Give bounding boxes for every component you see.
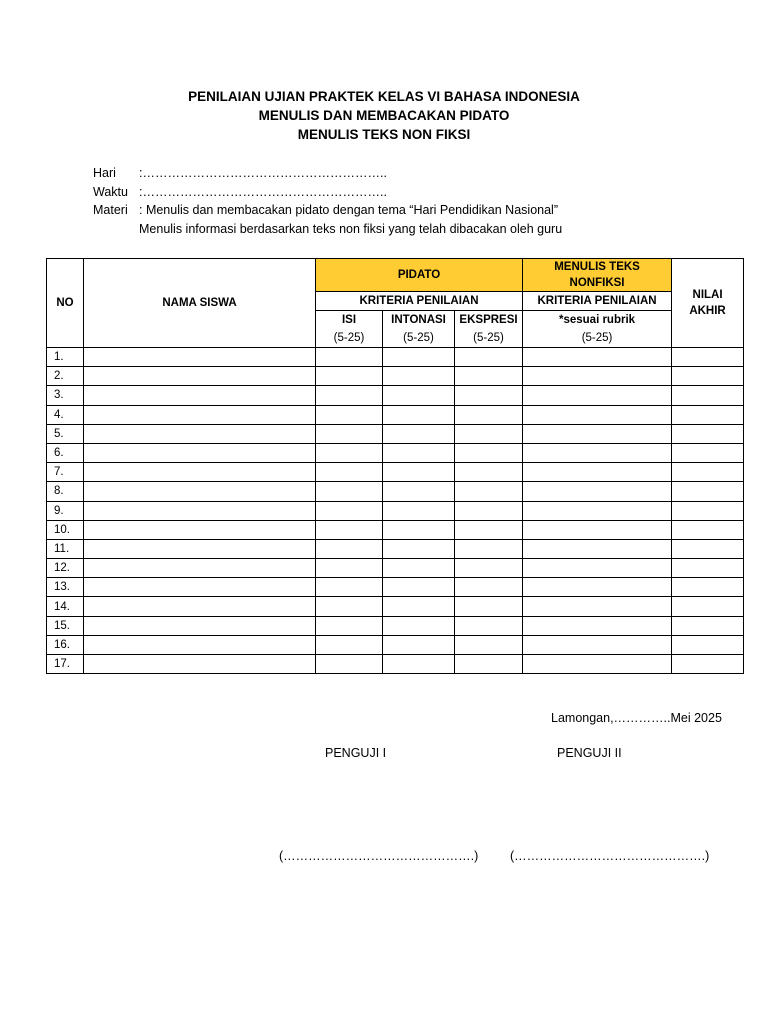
isi-cell[interactable]: [316, 348, 383, 367]
penguji-2-label: PENGUJI II: [557, 746, 622, 760]
menulis-cell[interactable]: [523, 655, 672, 674]
intonasi-cell[interactable]: [383, 559, 455, 578]
menulis-teks-header-text: MENULIS TEKS NONFIKSI: [554, 261, 640, 289]
nilai-akhir-header-text: NILAI AKHIR: [689, 289, 726, 317]
nilai-cell[interactable]: [672, 520, 744, 539]
menulis-cell[interactable]: [523, 501, 672, 520]
nilai-cell[interactable]: [672, 578, 744, 597]
ekspresi-cell[interactable]: [455, 616, 523, 635]
intonasi-label: INTONASI: [391, 314, 446, 326]
nilai-cell[interactable]: [672, 443, 744, 462]
isi-cell[interactable]: [316, 367, 383, 386]
no-cell: 7.: [47, 463, 84, 482]
intonasi-cell[interactable]: [383, 348, 455, 367]
intonasi-cell[interactable]: [383, 405, 455, 424]
info-row-materi: [93, 201, 562, 220]
nama-cell[interactable]: [84, 520, 316, 539]
penguji-1-label: PENGUJI I: [325, 746, 387, 760]
intonasi-cell[interactable]: [383, 367, 455, 386]
intonasi-cell[interactable]: [383, 424, 455, 443]
table-row: [47, 424, 744, 443]
table-row: [47, 367, 744, 386]
isi-cell[interactable]: [316, 635, 383, 654]
table-row: [47, 597, 744, 616]
ekspresi-cell[interactable]: [455, 578, 523, 597]
exam-info: [93, 164, 562, 238]
ekspresi-cell[interactable]: [455, 635, 523, 654]
nilai-akhir-header: [672, 259, 744, 348]
isi-cell[interactable]: [316, 405, 383, 424]
no-cell: 14.: [47, 597, 84, 616]
nama-cell[interactable]: [84, 578, 316, 597]
ekspresi-cell[interactable]: [455, 424, 523, 443]
ekspresi-cell[interactable]: [455, 501, 523, 520]
no-cell: 8.: [47, 482, 84, 501]
menulis-cell[interactable]: [523, 635, 672, 654]
ekspresi-cell[interactable]: [455, 443, 523, 462]
isi-cell[interactable]: [316, 559, 383, 578]
ekspresi-cell[interactable]: [455, 367, 523, 386]
ekspresi-cell[interactable]: [455, 463, 523, 482]
isi-cell[interactable]: [316, 463, 383, 482]
menulis-cell[interactable]: [523, 597, 672, 616]
no-cell: 12.: [47, 559, 84, 578]
table-row: [47, 520, 744, 539]
intonasi-cell[interactable]: [383, 386, 455, 405]
menulis-cell[interactable]: [523, 539, 672, 558]
intonasi-cell[interactable]: [383, 655, 455, 674]
nama-cell[interactable]: [84, 539, 316, 558]
table-row: [47, 635, 744, 654]
ekspresi-range: (5-25): [473, 332, 504, 344]
nama-cell[interactable]: [84, 348, 316, 367]
nilai-cell[interactable]: [672, 405, 744, 424]
intonasi-cell[interactable]: [383, 463, 455, 482]
isi-cell[interactable]: [316, 578, 383, 597]
title-line-3: MENULIS TEKS NON FIKSI: [297, 127, 471, 142]
table-body: [47, 348, 744, 674]
table-row: [47, 616, 744, 635]
intonasi-cell[interactable]: [383, 520, 455, 539]
nilai-cell[interactable]: [672, 559, 744, 578]
ekspresi-cell[interactable]: [455, 348, 523, 367]
nama-cell[interactable]: [84, 616, 316, 635]
penguji-1-signature-line: (……………………………………….): [279, 849, 479, 863]
no-cell: 10.: [47, 520, 84, 539]
no-cell: 5.: [47, 424, 84, 443]
table-row: [47, 559, 744, 578]
nama-cell[interactable]: [84, 559, 316, 578]
nilai-cell[interactable]: [672, 655, 744, 674]
isi-cell[interactable]: [316, 655, 383, 674]
no-cell: 3.: [47, 386, 84, 405]
penguji-2-signature-line: (……………………………………….): [510, 849, 710, 863]
nama-cell[interactable]: [84, 597, 316, 616]
isi-cell[interactable]: [316, 424, 383, 443]
nilai-cell[interactable]: [672, 597, 744, 616]
no-cell: 9.: [47, 501, 84, 520]
pidato-header: PIDATO: [316, 259, 523, 292]
ekspresi-cell[interactable]: [455, 386, 523, 405]
table-row: [47, 386, 744, 405]
isi-cell[interactable]: [316, 616, 383, 635]
kriteria-menulis-header: KRITERIA PENILAIAN: [523, 292, 672, 311]
table-row: [47, 482, 744, 501]
isi-cell[interactable]: [316, 597, 383, 616]
waktu-label: Waktu: [93, 184, 128, 199]
nilai-cell[interactable]: [672, 482, 744, 501]
rubrik-label: *sesuai rubrik: [558, 314, 636, 326]
document-title: [0, 87, 768, 144]
menulis-cell[interactable]: [523, 559, 672, 578]
menulis-cell[interactable]: [523, 424, 672, 443]
place-date: Lamongan,…………..Mei 2025: [551, 711, 722, 725]
ekspresi-cell[interactable]: [455, 559, 523, 578]
nama-cell[interactable]: [84, 501, 316, 520]
hari-value: :…………………………………………………..: [139, 166, 387, 180]
rubrik-range: (5-25): [581, 332, 613, 344]
menulis-cell[interactable]: [523, 386, 672, 405]
nama-cell[interactable]: [84, 405, 316, 424]
no-cell: 11.: [47, 539, 84, 558]
nilai-cell[interactable]: [672, 501, 744, 520]
intonasi-cell[interactable]: [383, 539, 455, 558]
nama-cell[interactable]: [84, 386, 316, 405]
ekspresi-label: EKSPRESI: [459, 314, 518, 326]
table-row: [47, 348, 744, 367]
nilai-cell[interactable]: [672, 367, 744, 386]
nilai-cell[interactable]: [672, 635, 744, 654]
table-row: [47, 539, 744, 558]
table-row: [47, 443, 744, 462]
intonasi-header: [383, 311, 455, 348]
isi-cell[interactable]: [316, 539, 383, 558]
intonasi-cell[interactable]: [383, 597, 455, 616]
ekspresi-cell[interactable]: [455, 655, 523, 674]
ekspresi-cell[interactable]: [455, 482, 523, 501]
info-row-waktu: [93, 183, 562, 202]
title-line-1: PENILAIAN UJIAN PRAKTEK KELAS VI BAHASA INDONESIA: [188, 89, 580, 104]
no-cell: 6.: [47, 443, 84, 462]
nama-cell[interactable]: [84, 655, 316, 674]
hari-label: Hari: [93, 166, 116, 180]
ekspresi-cell[interactable]: [455, 405, 523, 424]
nilai-cell[interactable]: [672, 424, 744, 443]
no-cell: 4.: [47, 405, 84, 424]
intonasi-range: (5-25): [403, 332, 434, 344]
intonasi-cell[interactable]: [383, 443, 455, 462]
menulis-cell[interactable]: [523, 405, 672, 424]
isi-cell[interactable]: [316, 482, 383, 501]
isi-cell[interactable]: [316, 386, 383, 405]
menulis-teks-header: [523, 259, 672, 292]
info-row-hari: [93, 164, 562, 183]
nama-cell[interactable]: [84, 443, 316, 462]
no-cell: 1.: [47, 348, 84, 367]
nilai-cell[interactable]: [672, 348, 744, 367]
menulis-cell[interactable]: [523, 348, 672, 367]
waktu-value: :…………………………………………………..: [139, 184, 387, 199]
menulis-cell[interactable]: [523, 616, 672, 635]
kriteria-pidato-header: KRITERIA PENILAIAN: [316, 292, 523, 311]
nilai-cell[interactable]: [672, 463, 744, 482]
materi-label: Materi: [93, 203, 128, 217]
intonasi-cell[interactable]: [383, 616, 455, 635]
isi-cell[interactable]: [316, 501, 383, 520]
materi-value-2: Menulis informasi berdasarkan teks non fiksi yang telah dibacakan oleh guru: [139, 221, 563, 236]
nilai-cell[interactable]: [672, 616, 744, 635]
nama-cell[interactable]: [84, 424, 316, 443]
intonasi-cell[interactable]: [383, 635, 455, 654]
isi-label: ISI: [341, 314, 357, 326]
nilai-cell[interactable]: [672, 386, 744, 405]
title-line-2: MENULIS DAN MEMBACAKAN PIDATO: [258, 108, 510, 123]
no-cell: 13.: [47, 578, 84, 597]
menulis-cell[interactable]: [523, 578, 672, 597]
no-cell: 16.: [47, 635, 84, 654]
materi-value: : Menulis dan membacakan pidato dengan tema “Hari Pendidikan Nasional”: [139, 203, 558, 217]
nama-cell[interactable]: [84, 482, 316, 501]
isi-cell[interactable]: [316, 443, 383, 462]
menulis-cell[interactable]: [523, 367, 672, 386]
menulis-cell[interactable]: [523, 520, 672, 539]
isi-header: [316, 311, 383, 348]
table-row: [47, 655, 744, 674]
no-cell: 2.: [47, 367, 84, 386]
info-row-materi-2: [93, 220, 562, 239]
nilai-cell[interactable]: [672, 539, 744, 558]
intonasi-cell[interactable]: [383, 501, 455, 520]
ekspresi-cell[interactable]: [455, 597, 523, 616]
rubrik-header: [523, 311, 672, 348]
menulis-cell[interactable]: [523, 463, 672, 482]
no-cell: 15.: [47, 616, 84, 635]
intonasi-cell[interactable]: [383, 578, 455, 597]
ekspresi-cell[interactable]: [455, 520, 523, 539]
ekspresi-cell[interactable]: [455, 539, 523, 558]
isi-range: (5-25): [333, 332, 365, 344]
menulis-cell[interactable]: [523, 482, 672, 501]
no-header: NO: [47, 259, 84, 348]
table-row: [47, 405, 744, 424]
ekspresi-header: [455, 311, 523, 348]
isi-cell[interactable]: [316, 520, 383, 539]
table-row: [47, 501, 744, 520]
no-cell: 17.: [47, 655, 84, 674]
menulis-cell[interactable]: [523, 443, 672, 462]
table-row: [47, 463, 744, 482]
table-row: [47, 578, 744, 597]
nama-cell[interactable]: [84, 463, 316, 482]
intonasi-cell[interactable]: [383, 482, 455, 501]
nama-cell[interactable]: [84, 367, 316, 386]
nama-cell[interactable]: [84, 635, 316, 654]
assessment-table: [46, 258, 744, 674]
nama-siswa-header: NAMA SISWA: [84, 259, 316, 348]
